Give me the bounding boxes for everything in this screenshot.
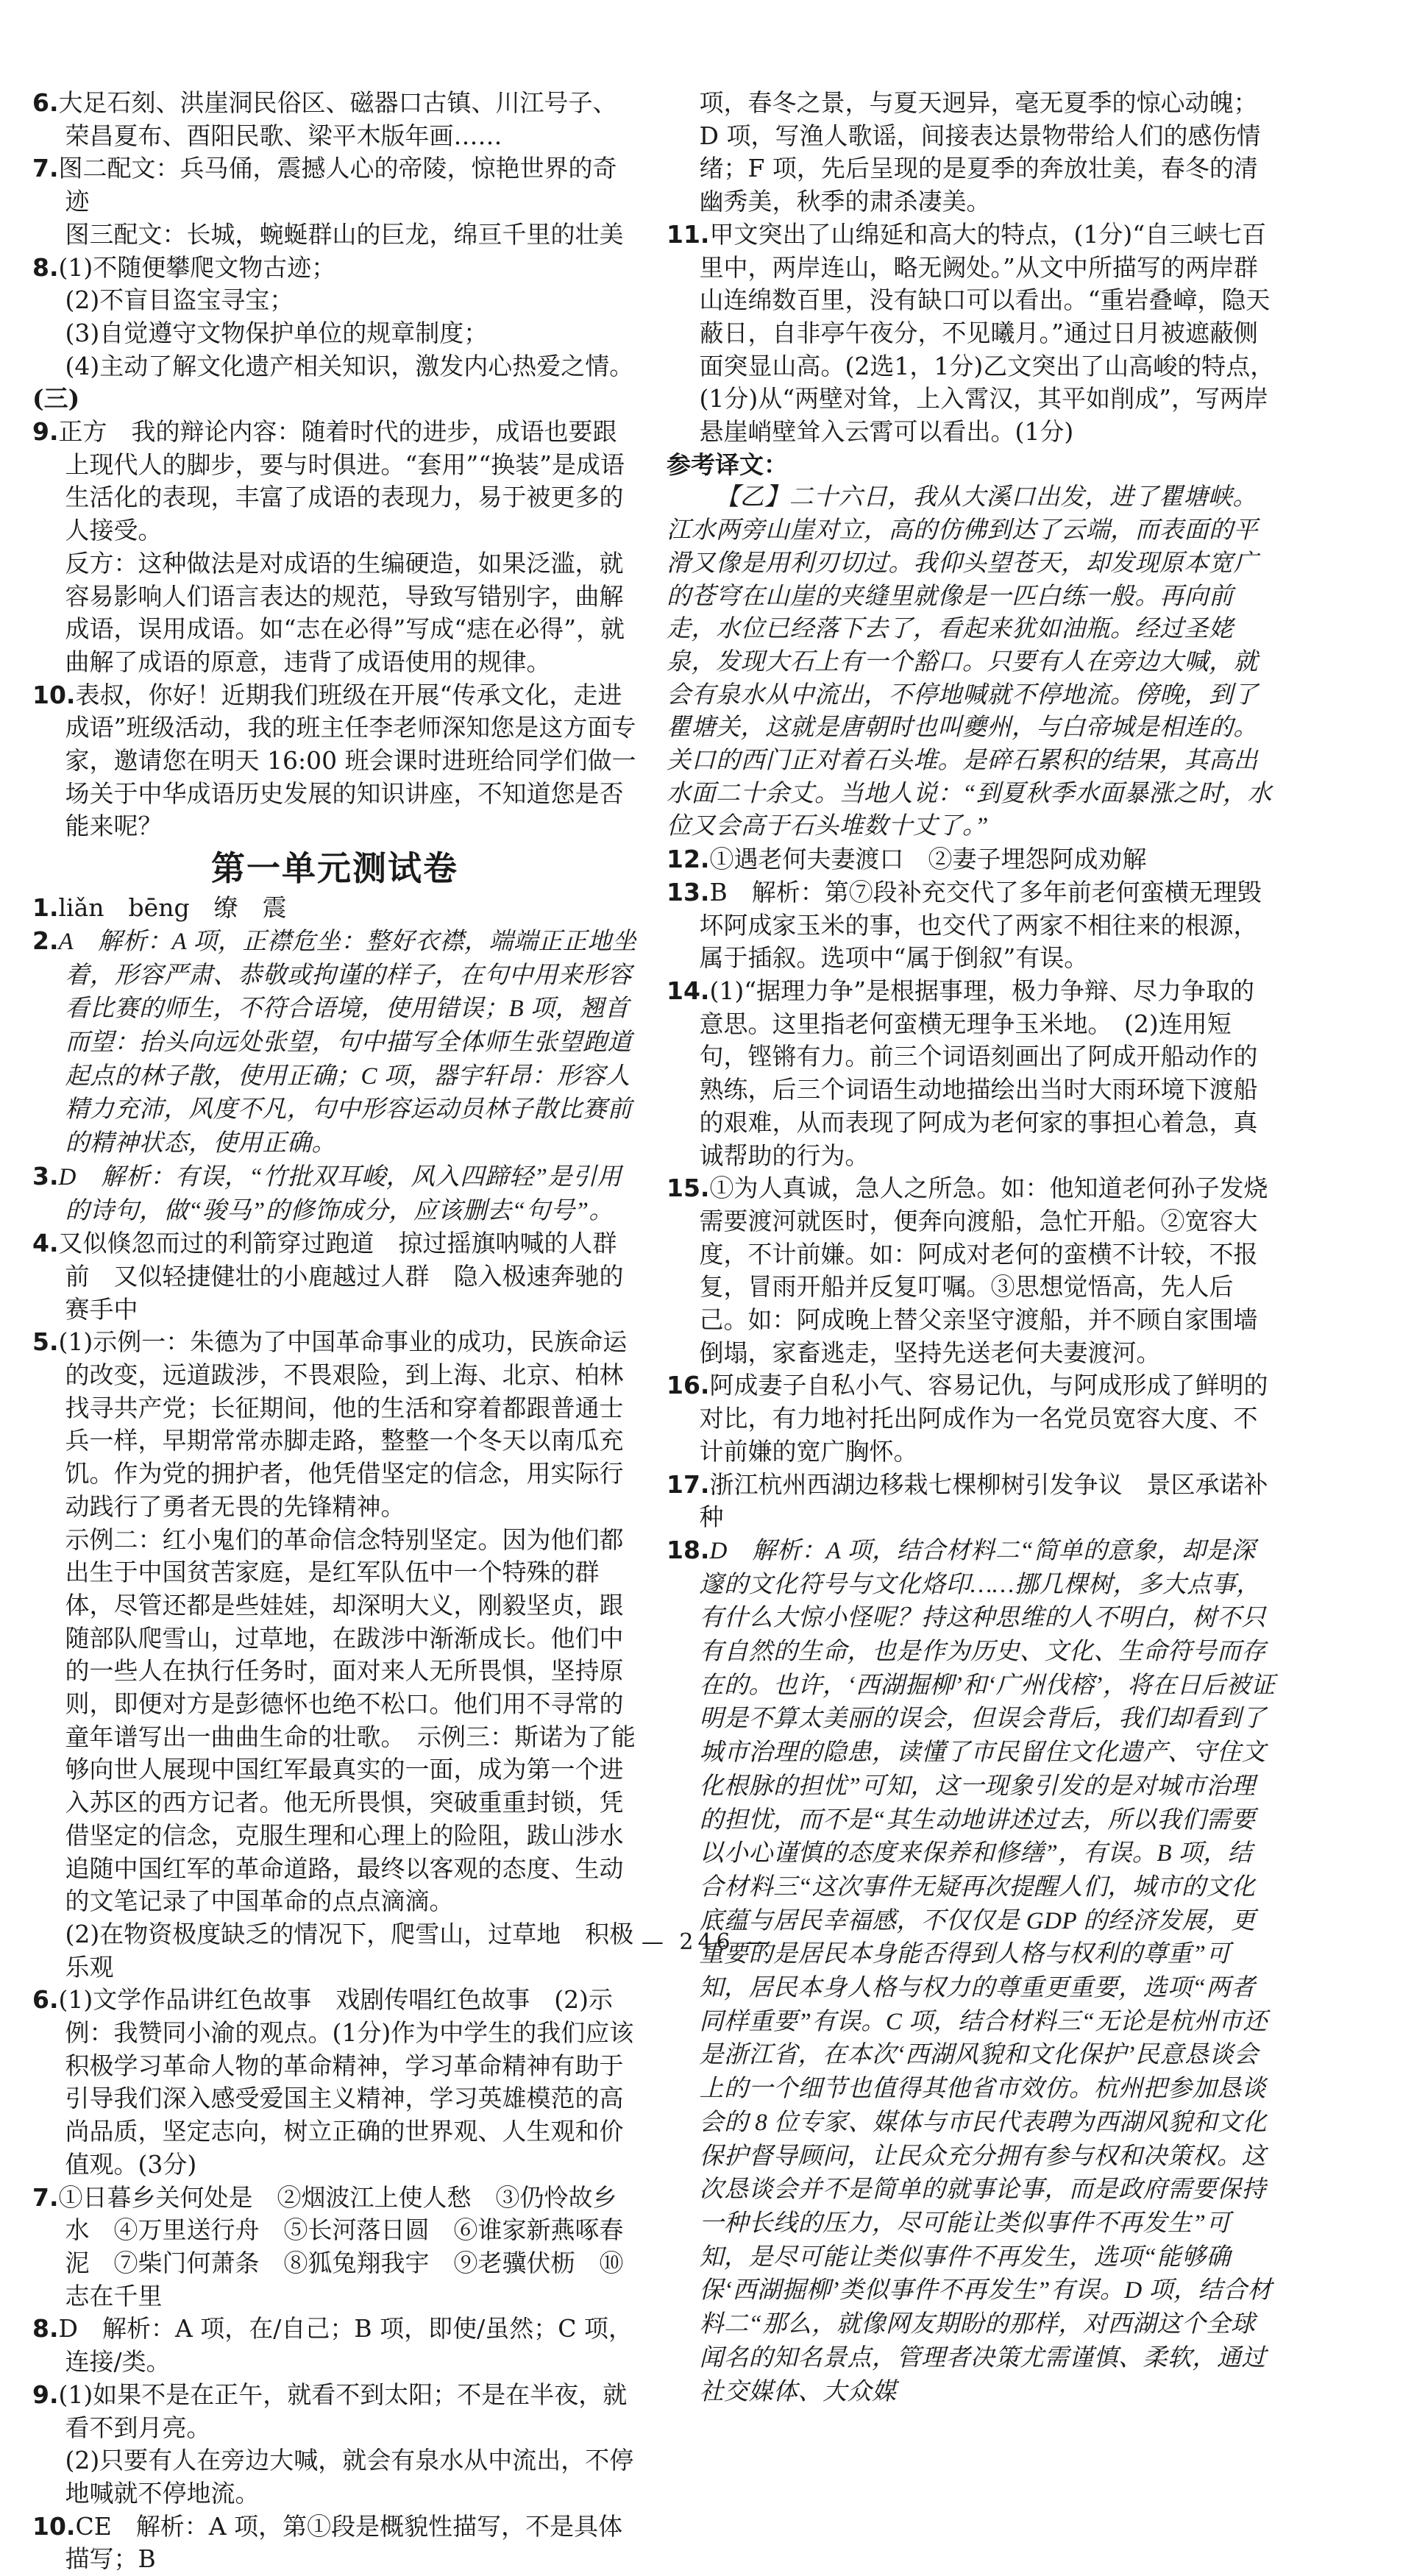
question-number: 7. (32, 154, 59, 183)
answer-continuation: (3)自觉遵守文物保护单位的规章制度； (65, 318, 488, 347)
answer-item (32, 1984, 637, 2181)
right-column (667, 87, 1276, 2408)
question-number: 1. (32, 893, 59, 923)
answer-item (667, 975, 1276, 1172)
answer-text: ①遇老何夫妻渡口 ②妻子埋怨阿成劝解 (709, 845, 1147, 874)
answer-item (667, 219, 1276, 449)
question-number: 5. (32, 1327, 59, 1357)
question-number: 6. (32, 1985, 59, 2015)
answer-continuation: (2)不盲目盗宝寻宝； (65, 285, 294, 315)
question-number: 9. (32, 417, 59, 447)
answer-item (32, 1160, 637, 1227)
section-label: (三) (32, 384, 80, 414)
left-column (32, 87, 637, 2576)
answer-text: 大足石刻、洪崖洞民俗区、磁器口古镇、川江号子、荣昌夏布、酉阳民歌、梁平木版年画…… (58, 88, 617, 150)
question-number: 16. (667, 1371, 710, 1400)
answer-continuation: 项，春冬之景，与夏天迥异，毫无夏季的惊心动魄；D 项，写渔人歌谣，间接表达景物带给人们的感伤情绪；F 项，先后呈现的是夏季的奔放壮美，春冬的清幽秀美，秋季的肃杀凄美。 (699, 88, 1261, 216)
answer-item (32, 416, 637, 547)
answer-item (32, 1326, 637, 1523)
question-number: 14. (667, 976, 710, 1005)
answer-item (32, 925, 637, 1160)
answer-text: A 解析：A 项，正襟危坐：整好衣襟，端端正正地坐着，形容严肃、恭敬或拘谨的样子，在句中用来形容看比赛的师生，不符合语境，使用错误；B 项，翘首而望：抬头向远处张望，句中描写全体师生张望跑道起点的林子散，使用正确；C 项，器宇轩昂：形容人精力充沛，风度不凡，句中形容运动员林子散比赛前的精神状态，使用正确。 (58, 928, 637, 1157)
question-number: 8. (32, 2314, 59, 2343)
question-number: 3. (32, 1161, 59, 1191)
question-number: 8. (32, 252, 59, 282)
answer-text: ①日暮乡关何处是 ②烟波江上使人愁 ③仍怜故乡水 ④万里送行舟 ⑤长河落日圆 ⑥谁家新燕啄春泥 ⑦柴门何萧条 ⑧狐兔翔我宇 ⑨老骥伏枥 ⑩志在千里 (58, 2182, 624, 2310)
answer-item (32, 2379, 637, 2444)
answer-item (32, 679, 637, 844)
answer-text: 浙江杭州西湖边移栽七棵柳树引发争议 景区承诺补种 (699, 1469, 1268, 1532)
answer-text: 阿成妻子自私小气、容易记仇，与阿成形成了鲜明的对比，有力地衬托出阿成作为一名党员宽容大度、不计前嫌的宽广胸怀。 (699, 1371, 1268, 1466)
answer-continuation: 图三配文：长城，蜿蜒群山的巨龙，绵亘千里的壮美 (65, 219, 624, 249)
answer-item (667, 843, 1276, 876)
answer-item (32, 87, 637, 152)
question-number: 10. (32, 2511, 76, 2541)
answer-text: (1)不随便攀爬文物古迹； (58, 252, 336, 282)
answer-continuation: 反方：这种做法是对成语的生编硬造，如果泛滥，就容易影响人们语言表达的规范，导致写错别字，曲解成语，误用成语。如“志在必得”写成“痣在必得”，就曲解了成语的原意，违背了成语使用的规律。 (65, 548, 625, 676)
answer-continuation: (2)只要有人在旁边大喊，就会有泉水从中流出，不停地喊就不停地流。 (65, 2446, 634, 2508)
answer-item (667, 1469, 1276, 1534)
question-number: 13. (667, 877, 710, 906)
question-number: 18. (667, 1535, 710, 1564)
answer-text: ①为人真诚，急人之所急。如：他知道老何孙子发烧需要渡河就医时，便奔向渡船，急忙开船。②宽容大度，不计前嫌。如：阿成对老何的蛮横不计较，不报复，冒雨开船并反复叮嘱。③思想觉悟高，先人后己。如：阿成晚上替父亲坚守渡船，并不顾自家围墙倒塌，家畜逃走，坚持先送老何夫妻渡河。 (699, 1174, 1268, 1367)
answer-item (32, 2182, 637, 2313)
question-number: 15. (667, 1174, 710, 1203)
answer-text: 甲文突出了山绵延和高大的特点，(1分)“自三峡七百里中，两岸连山，略无阙处。”从文中所描写的两岸群山连绵数百里，没有缺口可以看出。“重岩叠嶂，隐天蔽日，自非亭午夜分，不见曦月。”通过日月被遮蔽侧面突显山高。(2选1，1分)乙文突出了山高峻的特点，(1分)从“两壁对耸，上入霄汉，其平如削成”，写两岸悬崖峭壁耸入云霄可以看出。(1分) (699, 219, 1275, 447)
answer-text: liǎn bēng 缭 震 (58, 893, 287, 923)
section-label: 参考译文： (667, 450, 788, 479)
answer-item (32, 2313, 637, 2378)
question-number: 6. (32, 88, 59, 117)
answer-item (667, 1172, 1276, 1369)
question-number: 10. (32, 680, 76, 709)
answer-text: CE 解析：A 项，第①段是概貌性描写，不是具体描写；B (65, 2511, 623, 2574)
answer-text: (1)文学作品讲红色故事 戏剧传唱红色故事 (2)示例：我赞同小渝的观点。(1分)作为中学生的我们应该积极学习革命人物的革命精神，学习革命精神有助于引导我们深入感受爱国主义精神，学习英雄模范的高尚品质，坚定志向，树立正确的世界观、人生观和价值观。(3分) (58, 1985, 634, 2179)
answer-continuation: (2)在物资极度缺乏的情况下，爬雪山，过草地 积极乐观 (65, 1919, 634, 1981)
answer-item (667, 1534, 1276, 2408)
answer-text: 正方 我的辩论内容：随着时代的进步，成语也要跟上现代人的脚步，要与时俱进。“套用”“换装”是成语生活化的表现，丰富了成语的表现力，易于被更多的人接受。 (58, 417, 625, 545)
question-number: 2. (32, 926, 59, 955)
answer-text: 图二配文：兵马俑，震撼人心的帝陵，惊艳世界的奇迹 (58, 154, 617, 216)
answer-text: D 解析：A 项，在/自己；B 项，即使/虽然；C 项，连接/类。 (58, 2314, 633, 2377)
answer-text: (1)如果不是在正午，就看不到太阳；不是在半夜，就看不到月亮。 (58, 2380, 628, 2442)
question-number: 12. (667, 845, 710, 874)
answer-item (667, 876, 1276, 975)
answer-text: 又似倏忽而过的利箭穿过跑道 掠过摇旗呐喊的人群前 又似轻捷健壮的小鹿越过人群 隐入极速奔驰的赛手中 (58, 1229, 624, 1324)
answer-item (32, 2511, 637, 2576)
question-number: 17. (667, 1469, 710, 1499)
answer-continuation: 示例二：红小鬼们的革命信念特别坚定。因为他们都出生于中国贫苦家庭，是红军队伍中一个特殊的群体，尽管还都是些娃娃，却深明大义，刚毅坚贞，跟随部队爬雪山，过草地，在跋涉中渐渐成长。他们中的一些人在执行任务时，面对来人无所畏惧，坚持原则，即便对方是彭德怀也绝不松口。他们用不寻常的童年谱写出一曲曲生命的壮歌。 示例三：斯诺为了能够向世人展现中国红军最真实的一面，成为第一个进入苏区的西方记者。他无所畏惧，突破重重封锁，凭借坚定的信念，克服生理和心理上的险阻，跋山涉水追随中国红军的革命道路，最终以客观的态度、生动的文笔记录了中国革命的点点滴滴。 (65, 1525, 636, 1916)
question-number: 9. (32, 2380, 59, 2409)
answer-item (32, 892, 637, 925)
section-heading: 第一单元测试卷 (211, 848, 458, 889)
answer-text: D 解析：A 项，结合材料二“简单的意象，却是深邃的文化符号与文化烙印……挪几棵树，多大点事，有什么大惊小怪呢？持这种思维的人不明白，树不只有自然的生命，也是作为历史、文化、生命符号而存在的。也许，‘西湖掘柳’和‘广州伐榕’，将在日后被证明是不算太美丽的误会，但误会背后，我们却看到了城市治理的隐患，读懂了市民留住文化遗产、守住文化根脉的担忧”可知，这一现象引发的是对城市治理的担忧，而不是“其生动地讲述过去，所以我们需要以小心谨慎的态度来保养和修缮”，有误。B 项，结合材料三“这次事件无疑再次提醒人们，城市的文化底蕴与居民幸福感，不仅仅是 GDP 的经济发展，更重要的是居民本身能否得到人格与权利的尊重”可知，居民本身人格与权力的尊重更重要，选项“两者同样重要”有误。C 项，结合材料三“无论是杭州市还是浙江省，在本次‘西湖风貌和文化保护’民意恳谈会上的一个细节也值得其他省市效仿。杭州把参加恳谈会的 8 位专家、媒体与市民代表聘为西湖风貌和文化保护督导顾问，让民众充分拥有参与权和决策权。这次恳谈会并不是简单的就事论事，而是政府需要保持一种长线的压力，尽可能让类似事件不再发生”可知，是尽可能让类似事件不再发生，选项“能够确保‘西湖掘柳’类似事件不再发生”有误。D 项，结合材料二“那么，就像网友期盼的那样，对西湖这个全球闻名的知名景点，管理者决策尤需谨慎、柔软，通过社交媒体、大众媒 (699, 1537, 1276, 2405)
answer-text: (1)示例一：朱德为了中国革命事业的成功，民族命运的改变，远道跋涉，不畏艰险，到上海、北京、柏林找寻共产党；长征期间，他的生活和穿着都跟普通士兵一样，早期常常赤脚走路，整整一个冬天以南瓜充饥。作为党的拥护者，他凭借坚定的信念，用实际行动践行了勇者无畏的先锋精神。 (58, 1327, 628, 1521)
answer-text: 表叔，你好！近期我们班级在开展“传承文化，走进成语”班级活动，我的班主任李老师深知您是这方面专家，邀请您在明天 16:00 班会课时进班给同学们做一场关于中华成语历史发展的知识讲座，不知道您是否能来呢？ (65, 680, 636, 841)
answer-continuation: (4)主动了解文化遗产相关知识，激发内心热爱之情。 (65, 351, 634, 380)
page-number: — 246 — (641, 1929, 773, 1955)
question-number: 11. (667, 219, 710, 249)
answer-text: B 解析：第⑦段补充交代了多年前老何蛮横无理毁坏阿成家玉米的事，也交代了两家不相往来的根源，属于插叙。选项中“属于倒叙”有误。 (699, 877, 1262, 973)
answer-text: (1)“据理力争”是根据事理，极力争辩、尽力争取的意思。这里指老何蛮横无理争玉米地。 (2)连用短句，铿锵有力。前三个词语刻画出了阿成开船动作的熟练，后三个词语生动地描绘出当时大雨环境下渡船的艰难，从而表现了阿成为老何家的事担心着急，真诚帮助的行为。 (699, 976, 1258, 1170)
answer-item (32, 152, 637, 218)
question-number: 4. (32, 1229, 59, 1258)
translation-paragraph: 【乙】二十六日，我从大溪口出发，进了瞿塘峡。江水两旁山崖对立，高的仿佛到达了云端，而表面的平滑又像是用利刃切过。我仰头望苍天，却发现原本宽广的苍穹在山崖的夹缝里就像是一匹白练一般。再向前走，水位已经落下去了，看起来犹如油瓶。经过圣姥泉，发现大石上有一个豁口。只要有人在旁边大喊，就会有泉水从中流出，不停地喊就不停地流。傍晚，到了瞿塘关，这就是唐朝时也叫夔州，与白帝城是相连的。关口的西门正对着石头堆。是碎石累积的结果，其高出水面二十余丈。当地人说：“到夏秋季水面暴涨之时，水位又会高于石头堆数十丈了。” (667, 484, 1272, 840)
answer-item (667, 1369, 1276, 1468)
question-number: 7. (32, 2182, 59, 2212)
answer-item (32, 1227, 637, 1326)
answer-text: D 解析：有误，“竹批双耳峻，风入四蹄轻”是引用的诗句，做“骏马”的修饰成分，应该删去“句号”。 (58, 1163, 622, 1224)
answer-item (32, 252, 637, 285)
